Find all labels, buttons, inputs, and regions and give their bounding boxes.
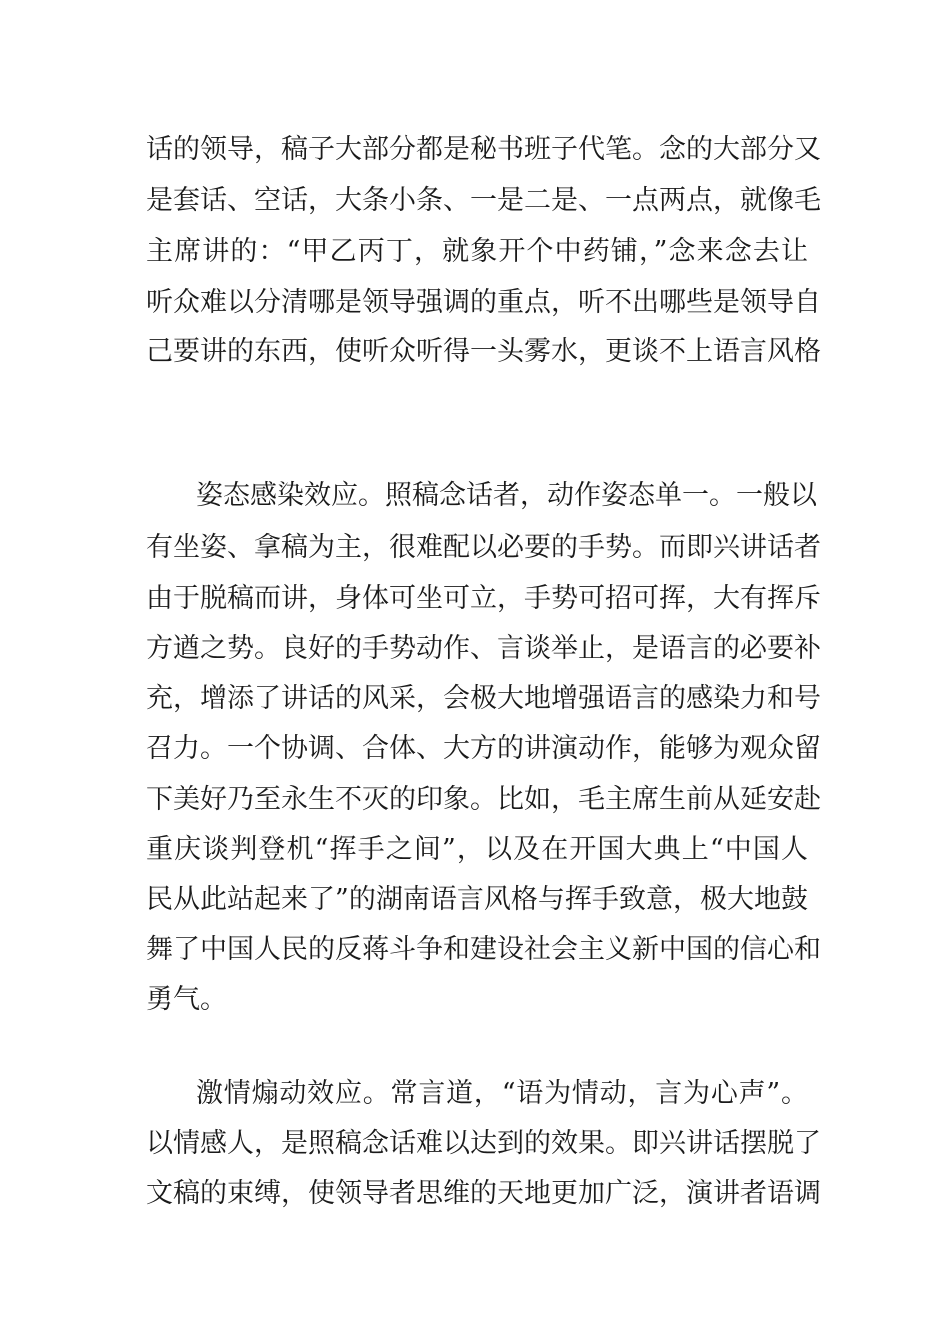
paragraph-2-line-9: 民从此站起来了”的湖南语言风格与挥手致意，极大地鼓 <box>146 884 808 915</box>
paragraph-1-line-3: 主席讲的：“甲乙丙丁，就象开个中药铺，”念来念去让 <box>146 236 808 267</box>
paragraph-2-line-1: 姿态感染效应。照稿念话者，动作姿态单一。一般以 <box>196 480 817 511</box>
paragraph-2-line-5: 充，增添了讲话的风采，会极大地增强语言的感染力和号 <box>146 683 821 714</box>
paragraph-3-line-1: 激情煽动效应。常言道，“语为情动，言为心声”。 <box>196 1078 808 1109</box>
paragraph-2-line-3: 由于脱稿而讲，身体可坐可立，手势可招可挥，大有挥斥 <box>146 583 821 614</box>
paragraph-2-line-10: 舞了中国人民的反蒋斗争和建设社会主义新中国的信心和 <box>146 934 821 965</box>
paragraph-1-line-2: 是套话、空话，大条小条、一是二是、一点两点，就像毛 <box>146 185 821 216</box>
paragraph-2-line-8: 重庆谈判登机“挥手之间”，以及在开国大典上“中国人 <box>146 834 808 865</box>
paragraph-3-line-3: 文稿的束缚，使领导者思维的天地更加广泛，演讲者语调 <box>146 1178 821 1209</box>
paragraph-2-line-6: 召力。一个协调、合体、大方的讲演动作，能够为观众留 <box>146 733 821 764</box>
paragraph-2-line-7: 下美好乃至永生不灭的印象。比如，毛主席生前从延安赴 <box>146 784 821 815</box>
paragraph-2-line-4: 方遒之势。良好的手势动作、言谈举止，是语言的必要补 <box>146 633 821 664</box>
paragraph-2-line-11: 勇气。 <box>146 984 227 1015</box>
paragraph-1-line-4: 听众难以分清哪是领导强调的重点，听不出哪些是领导自 <box>146 287 821 318</box>
paragraph-1-line-5: 己要讲的东西，使听众听得一头雾水，更谈不上语言风格 <box>146 336 821 367</box>
paragraph-1-line-1: 话的领导，稿子大部分都是秘书班子代笔。念的大部分又 <box>146 134 821 165</box>
paragraph-2-line-2: 有坐姿、拿稿为主，很难配以必要的手势。而即兴讲话者 <box>146 532 821 563</box>
paragraph-3-line-2: 以情感人，是照稿念话难以达到的效果。即兴讲话摆脱了 <box>146 1128 821 1159</box>
